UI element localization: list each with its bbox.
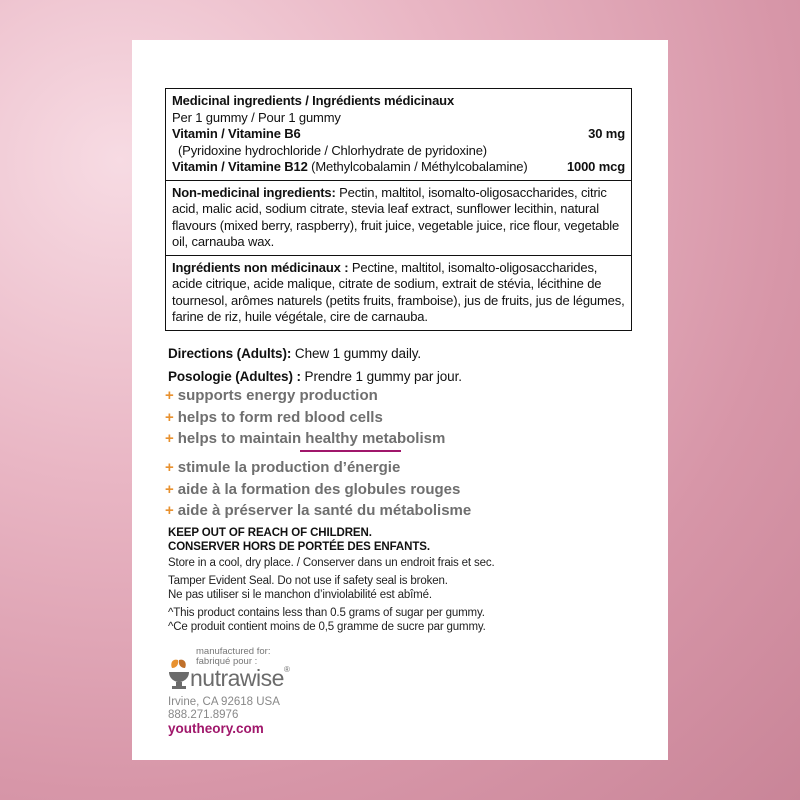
vitamin-b12-text xyxy=(172,159,528,176)
vitamin-b12-row xyxy=(172,159,625,176)
claim-item xyxy=(165,500,471,522)
note-line: ^This product contains less than 0.5 grams of sugar per gummy. xyxy=(168,606,485,619)
claims-en-list xyxy=(165,385,445,450)
directions-en-label: Directions (Adults): xyxy=(168,346,292,361)
medicinal-ingredients-section xyxy=(166,89,631,180)
plus-icon: + xyxy=(165,480,174,498)
medicinal-title: Medicinal ingredients / Ingrédients médicinaux xyxy=(172,93,455,108)
claim-text: helps to form red blood cells xyxy=(177,408,383,426)
note-line: ^Ce produit contient moins de 0,5 gramme de sucre par gummy. xyxy=(168,621,486,633)
note-line: Ne pas utiliser si le manchon d’inviolabilité est abîmé. xyxy=(168,589,432,601)
plus-icon: + xyxy=(165,502,174,519)
directions-fr-label: Posologie (Adultes) : xyxy=(168,369,301,384)
non-medicinal-fr-section xyxy=(166,255,631,330)
directions-fr xyxy=(168,368,462,385)
non-medicinal-en-label: Non-medicinal ingredients: xyxy=(172,184,336,200)
vitamin-b6-row xyxy=(172,126,625,143)
non-medicinal-en-section xyxy=(166,180,631,255)
warning-fr: CONSERVER HORS DE PORTÉE DES ENFANTS. xyxy=(168,541,430,553)
product-label-panel xyxy=(132,40,668,760)
directions-fr-text: Prendre 1 gummy par jour. xyxy=(300,369,462,384)
warning-en: KEEP OUT OF REACH OF CHILDREN. xyxy=(168,527,372,539)
plus-icon: + xyxy=(165,387,174,404)
claim-item xyxy=(165,479,471,501)
child-warning xyxy=(168,526,430,554)
non-medicinal-en-text: Pectin, maltitol, isomalto-oligosaccharides, citric acid, malic acid, sodium citrate, stevia leaf extract, sunflower lecithin, natural flavours (mixed berry, raspberry), fruit juice, vegetable juice, rice flour, vegetable oil, carnauba wax. xyxy=(172,184,620,249)
vitamin-b6-name: Vitamin / Vitamine B6 xyxy=(172,126,301,141)
claim-item xyxy=(165,385,445,407)
phone: 888.271.8976 xyxy=(168,709,239,721)
ingredients-table xyxy=(165,88,632,331)
vitamin-b6-source: (Pyridoxine hydrochloride / Chlorhydrate de pyridoxine) xyxy=(178,142,487,158)
note-line: Store in a cool, dry place. / Conserver dans un endroit frais et sec. xyxy=(168,557,495,569)
brand-name xyxy=(190,665,289,692)
claim-text: supports energy production xyxy=(177,387,378,404)
claim-item xyxy=(165,428,445,450)
directions-en-text: Chew 1 gummy daily. xyxy=(291,346,422,361)
claim-text: helps to maintain healthy metabolism xyxy=(177,430,446,447)
manufacturer-address xyxy=(168,696,280,722)
non-medicinal-fr-label: Ingrédients non médicinaux : xyxy=(172,259,349,275)
claim-text: stimule la production d’énergie xyxy=(177,459,401,476)
vitamin-b6-amount: 30 mg xyxy=(588,126,625,141)
storage-notes xyxy=(168,556,495,635)
claims-fr-list xyxy=(165,457,471,522)
plus-icon: + xyxy=(165,408,174,426)
claim-text: aide à la formation des globules rouges xyxy=(177,480,461,498)
address: Irvine, CA 92618 USA xyxy=(168,696,280,708)
claim-item xyxy=(165,407,445,429)
note-line: Tamper Evident Seal. Do not use if safety seal is broken. xyxy=(168,574,448,587)
plus-icon: + xyxy=(165,459,174,476)
website-link[interactable]: youtheory.com xyxy=(168,721,264,736)
plus-icon: + xyxy=(165,430,174,447)
claim-item xyxy=(165,457,471,479)
mfg-en: manufactured for: xyxy=(196,646,271,657)
divider-line xyxy=(300,450,401,452)
claim-text: aide à préserver la santé du métabolisme xyxy=(177,502,472,519)
vitamin-b12-name: Vitamin / Vitamine B12 xyxy=(172,159,308,174)
per-serving: Per 1 gummy / Pour 1 gummy xyxy=(172,109,341,125)
registered-mark: ® xyxy=(283,665,290,674)
vitamin-b12-amount: 1000 mcg xyxy=(566,159,625,174)
vitamin-b12-source: (Methylcobalamin / Méthylcobalamine) xyxy=(307,159,528,174)
non-medicinal-fr-text: Pectine, maltitol, isomalto-oligosaccharides, acide citrique, acide malique, citrate de sodium, extrait de stévia, lécithine de tournesol, arômes naturels (petits fruits, framboise), jus de fruits, jus de légumes, farine de riz, huile végétale, cire de carnauba. xyxy=(172,259,625,324)
directions-en xyxy=(168,345,421,362)
mfg-fr: fabriqué pour : xyxy=(196,656,258,667)
brand-text: nutrawise xyxy=(190,665,284,691)
